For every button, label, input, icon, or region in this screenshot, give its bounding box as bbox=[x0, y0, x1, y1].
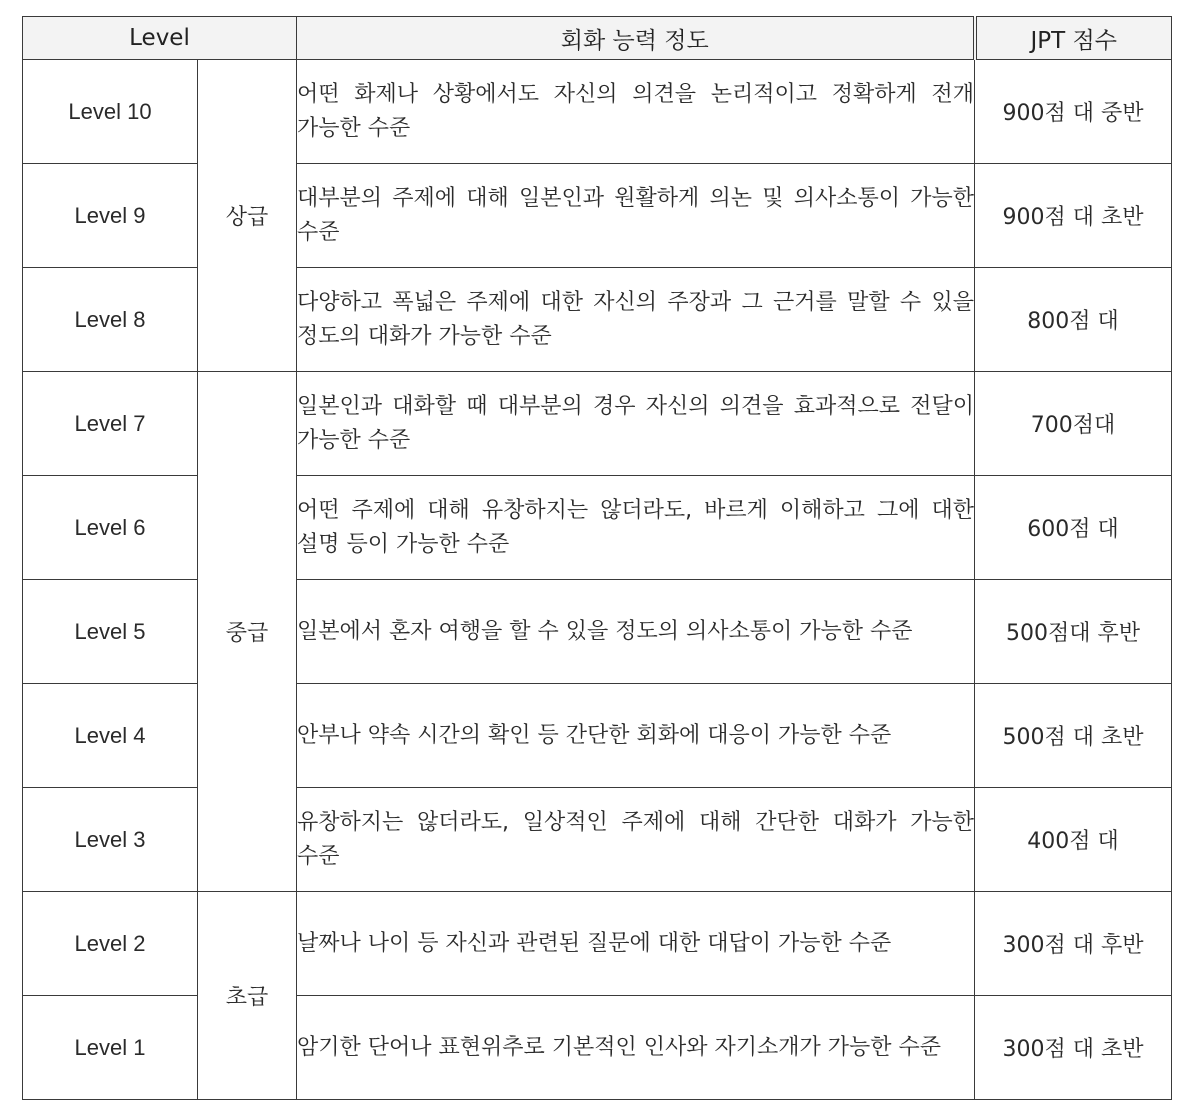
table-row bbox=[23, 892, 1172, 996]
level-cell: Level 9 bbox=[23, 164, 198, 268]
level-cell: Level 1 bbox=[23, 996, 198, 1100]
description-cell: 어떤 주제에 대해 유창하지는 않더라도, 바르게 이해하고 그에 대한 설명 등이 가능한 수준 bbox=[297, 476, 975, 580]
description-cell: 유창하지는 않더라도, 일상적인 주제에 대해 간단한 대화가 가능한 수준 bbox=[297, 788, 975, 892]
level-cell: Level 3 bbox=[23, 788, 198, 892]
level-cell: Level 5 bbox=[23, 580, 198, 684]
table-row bbox=[23, 996, 1172, 1100]
table-row bbox=[23, 580, 1172, 684]
score-cell: 300점 대 후반 bbox=[975, 892, 1172, 996]
description-cell: 일본인과 대화할 때 대부분의 경우 자신의 의견을 효과적으로 전달이 가능한 수준 bbox=[297, 372, 975, 476]
description-cell: 안부나 약속 시간의 확인 등 간단한 회화에 대응이 가능한 수준 bbox=[297, 684, 975, 788]
score-cell: 600점 대 bbox=[975, 476, 1172, 580]
grade-cell-intermediate: 중급 bbox=[198, 372, 297, 892]
header-jpt-score: JPT 점수 bbox=[975, 17, 1172, 60]
grade-cell-beginner: 초급 bbox=[198, 892, 297, 1100]
table-row bbox=[23, 788, 1172, 892]
table-row bbox=[23, 476, 1172, 580]
score-cell: 800점 대 bbox=[975, 268, 1172, 372]
description-cell: 일본에서 혼자 여행을 할 수 있을 정도의 의사소통이 가능한 수준 bbox=[297, 580, 975, 684]
score-cell: 300점 대 초반 bbox=[975, 996, 1172, 1100]
description-cell: 날짜나 나이 등 자신과 관련된 질문에 대한 대답이 가능한 수준 bbox=[297, 892, 975, 996]
score-cell: 500점 대 초반 bbox=[975, 684, 1172, 788]
score-cell: 500점대 후반 bbox=[975, 580, 1172, 684]
table-row bbox=[23, 684, 1172, 788]
description-cell: 암기한 단어나 표현위추로 기본적인 인사와 자기소개가 가능한 수준 bbox=[297, 996, 975, 1100]
score-cell: 400점 대 bbox=[975, 788, 1172, 892]
description-cell: 대부분의 주제에 대해 일본인과 원활하게 의논 및 의사소통이 가능한 수준 bbox=[297, 164, 975, 268]
header-description: 회화 능력 정도 bbox=[297, 17, 975, 60]
description-cell: 다양하고 폭넓은 주제에 대한 자신의 주장과 그 근거를 말할 수 있을 정도의 대화가 가능한 수준 bbox=[297, 268, 975, 372]
level-cell: Level 6 bbox=[23, 476, 198, 580]
jpt-level-table bbox=[22, 16, 1172, 1100]
table-header-row bbox=[23, 17, 1172, 60]
table-row bbox=[23, 60, 1172, 164]
table-row bbox=[23, 372, 1172, 476]
table-row bbox=[23, 268, 1172, 372]
level-cell: Level 2 bbox=[23, 892, 198, 996]
grade-cell-advanced: 상급 bbox=[198, 60, 297, 372]
description-cell: 어떤 화제나 상황에서도 자신의 의견을 논리적이고 정확하게 전개 가능한 수준 bbox=[297, 60, 975, 164]
header-level: Level bbox=[23, 17, 297, 60]
level-cell: Level 8 bbox=[23, 268, 198, 372]
level-cell: Level 4 bbox=[23, 684, 198, 788]
score-cell: 900점 대 중반 bbox=[975, 60, 1172, 164]
score-cell: 700점대 bbox=[975, 372, 1172, 476]
level-cell: Level 7 bbox=[23, 372, 198, 476]
score-cell: 900점 대 초반 bbox=[975, 164, 1172, 268]
level-cell: Level 10 bbox=[23, 60, 198, 164]
table-row bbox=[23, 164, 1172, 268]
